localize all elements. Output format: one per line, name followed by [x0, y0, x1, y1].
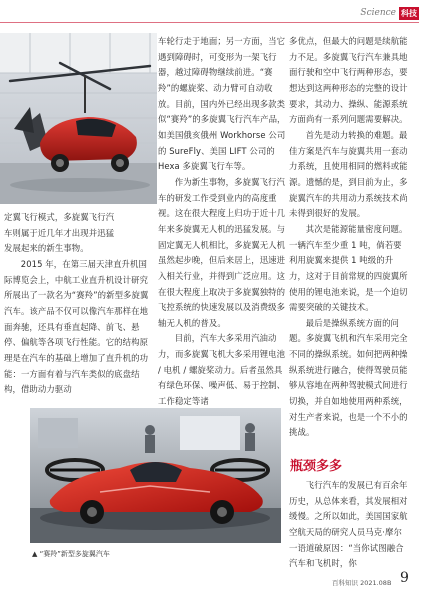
section-heading: 瓶颈多多	[290, 459, 343, 474]
gyrocar-photo	[0, 33, 157, 204]
header-science: Science	[360, 8, 396, 18]
header-rule	[0, 22, 419, 23]
caption-marker: ▲	[32, 550, 38, 558]
col2-paragraph-2: 作为新生事物，多旋翼飞行汽车的研发工作受到业内的高度重视。这在很大程度上归功于近十几年来多旋翼无人机的迅猛发展。与固定翼无人机相比，多旋翼无人机虽然起步晚，但后来居上，迅速进入相关行业，并得到广泛应用。这在很大程度上取决于多旋翼独特的飞控系统的快速发展以及消费级多轴无人机的普及。	[158, 176, 286, 328]
multirotor-car-photo	[30, 408, 281, 543]
page-number: 9	[400, 570, 409, 586]
col3-paragraph-2: 首先是动力转换的难题。最佳方案是汽车与旋翼共用一套动力系统，且使用相同的燃料或能源。遗憾的是，到目前为止，多旋翼汽车的共用动力系统技术尚未得到很好的发展。	[289, 129, 408, 219]
col2-paragraph-3: 目前，汽车大多采用汽油动力，而多旋翼飞机大多采用锂电池 / 电机 / 螺旋桨动力。后者虽然具有绿色环保、噪声低、易于控制、工作稳定等诸	[158, 333, 286, 407]
intro-line-1: 定翼飞行模式，多旋翼飞行汽	[4, 212, 115, 222]
footer-journal: 百科知识 2021.08B	[332, 579, 392, 587]
section-body	[289, 478, 408, 572]
col3-paragraph-1: 多优点，但最大的问题是续航能力不足。多旋翼飞行汽车兼具地面行驶和空中飞行两种形态，要想达到这两种形态的完整的设计要求，其动力、操纵、能源系统方面尚有一系列问题需要解决。	[289, 36, 408, 125]
intro-line-3: 发展起来的新生事物。	[4, 243, 89, 254]
section-paragraph: 飞行汽车的发展已有百余年历史，从总体来看，其发展相对缓慢。之所以如此，美国国家航空航天局的研究人员马克·摩尔一语道破原因：“当你试图融合汽车和飞机时，你	[289, 480, 408, 569]
col1-paragraph: 2015 年，在第三届天津直升机国际博览会上，中航工业直升机设计研究所展出了一款名为“赛羚”的新型多旋翼汽车。该产品不仅可以像汽车那样在地面奔驰，还具有垂直起降、前飞、悬停、偏航等各项飞行性能。它的结构原理是在汽车的基础上增加了直升机的功能：一方面有着与汽车类似的底盘结构，借助动力驱动	[4, 258, 149, 395]
column-2	[158, 34, 286, 410]
col2-paragraph-1: 车轮行走于地面；另一方面，当它遇到障碍时，可变形为一架飞行器，越过障碍物继续前进。“赛羚”的螺旋桨、动力臂可自动收放。目前，国内外已经出现多款类似“赛羚”的多旋翼飞行汽车产品，如美国俄亥俄州 Workhorse 公司的 SureFly、美国 LIFT 公司的 Hexa 多旋翼飞行车等。	[158, 36, 286, 172]
col3-paragraph-3: 其次是能源能量密度问题。一辆汽车至少重 1 吨，倘若要利用旋翼来提供 1 吨级的升力，这对于目前常规的四旋翼所使用的锂电池来说，是一个迫切需要突破的关键技术。	[289, 223, 408, 313]
header-section-badge: 科技	[401, 9, 417, 18]
column-1	[4, 210, 151, 398]
col3-paragraph-4: 最后是操纵系统方面的问题。多旋翼飞机和汽车采用完全不同的操纵系统。如何把两种操纵系统进行融合，使得驾驶员能够从容地在两种驾驶模式间进行切换，并自如地使用两种系统，对生产者来说，也是一个不小的挑战。	[289, 317, 408, 438]
intro-line-2: 车则属于近几年才出现并迅猛	[4, 227, 115, 238]
column-3	[289, 34, 408, 441]
photo-caption	[32, 549, 110, 559]
caption-text: “赛羚”新型多旋翼汽车	[39, 550, 110, 558]
